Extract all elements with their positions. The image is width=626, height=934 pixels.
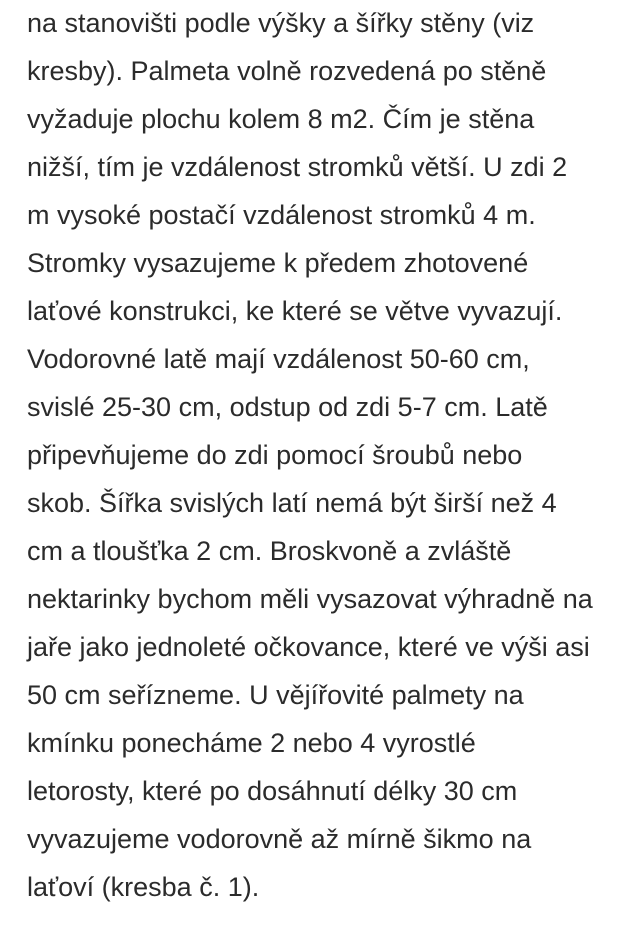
text-line: laťoví (kresba č. 1). [27, 872, 260, 902]
text-line: Vodorovné latě mají vzdálenost 50-60 cm, [27, 344, 530, 374]
text-line: cm a tloušťka 2 cm. Broskvoně a zvláště [27, 536, 512, 566]
text-line: svislé 25-30 cm, odstup od zdi 5-7 cm. Latě [27, 392, 548, 422]
text-line: Stromky vysazujeme k předem zhotovené [27, 248, 529, 278]
text-line: vyžaduje plochu kolem 8 m2. Čím je stěna [27, 104, 535, 134]
text-line: jaře jako jednoleté očkovance, které ve výši asi [27, 632, 590, 662]
text-line: připevňujeme do zdi pomocí šroubů nebo [27, 440, 523, 470]
text-line: kresby). Palmeta volně rozvedená po stěně [27, 56, 547, 86]
text-line: na stanovišti podle výšky a šířky stěny (viz [27, 8, 535, 38]
text-line: laťové konstrukci, ke které se větve vyvazují. [27, 296, 563, 326]
text-line: nektarinky bychom měli vysazovat výhradně na [27, 584, 593, 614]
text-line: vyvazujeme vodorovně až mírně šikmo na [27, 824, 532, 854]
text-line: letorosty, které po dosáhnutí délky 30 cm [27, 776, 518, 806]
text-line: skob. Šířka svislých latí nemá být širší než 4 [27, 488, 557, 518]
text-line: kmínku ponecháme 2 nebo 4 vyrostlé [27, 728, 476, 758]
text-line: m vysoké postačí vzdálenost stromků 4 m. [27, 200, 536, 230]
text-line: 50 cm seřízneme. U vějířovité palmety na [27, 680, 524, 710]
text-line: nižší, tím je vzdálenost stromků větší. U zdi 2 [27, 152, 568, 182]
